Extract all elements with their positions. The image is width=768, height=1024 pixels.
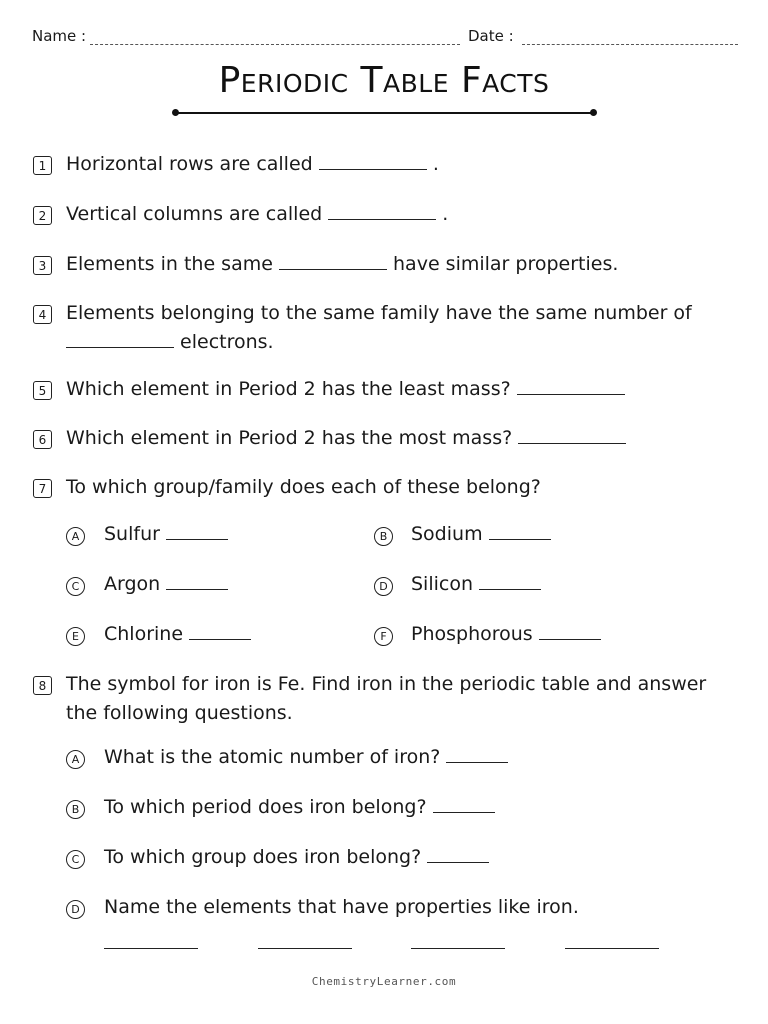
question-4-line-2	[66, 331, 274, 353]
answer-blank-8d-3[interactable]	[411, 948, 505, 949]
option-letter-f-icon: F	[374, 627, 393, 646]
page-title: Periodic Table Facts	[218, 60, 550, 101]
question-1	[66, 153, 439, 175]
q7-item-label: Phosphorous	[411, 623, 533, 645]
answer-blank-7d[interactable]	[479, 574, 541, 590]
question-5-text: Which element in Period 2 has the least mass?	[66, 378, 511, 400]
title-underline	[176, 112, 594, 114]
q7-item-phosphorous	[411, 623, 601, 645]
q8-item-d: Name the elements that have properties like iron.	[104, 896, 579, 918]
option-letter-b-icon: B	[374, 527, 393, 546]
answer-blank-8d-1[interactable]	[104, 948, 198, 949]
question-number-5: 5	[33, 381, 52, 400]
answer-blank-8b[interactable]	[433, 797, 495, 813]
question-2-period: .	[442, 203, 449, 225]
question-7-text: To which group/family does each of these belong?	[66, 476, 541, 498]
question-4-line-1: Elements belonging to the same family have the same number of	[66, 302, 692, 324]
option-letter-b-icon: B	[66, 800, 85, 819]
option-letter-c-icon: C	[66, 850, 85, 869]
answer-blank-8a[interactable]	[446, 747, 508, 763]
question-8-line-1: The symbol for iron is Fe. Find iron in the periodic table and answer	[66, 673, 707, 695]
question-2	[66, 203, 448, 225]
question-number-4: 4	[33, 305, 52, 324]
name-label: Name :	[32, 27, 87, 45]
q7-item-argon	[104, 573, 228, 595]
q8-item-label: What is the atomic number of iron?	[104, 746, 441, 768]
q7-item-label: Sulfur	[104, 523, 160, 545]
q8-item-label: To which group does iron belong?	[104, 846, 422, 868]
answer-blank-8c[interactable]	[427, 847, 489, 863]
question-1-period: .	[432, 153, 439, 175]
footer-site-name: ChemistryLearner.com	[311, 975, 457, 988]
answer-blank-4[interactable]	[66, 332, 174, 348]
answer-blank-7b[interactable]	[489, 524, 551, 540]
question-number-2: 2	[33, 206, 52, 225]
date-field[interactable]	[522, 44, 738, 45]
question-8-line-2: the following questions.	[66, 702, 293, 724]
option-letter-d-icon: D	[66, 900, 85, 919]
option-letter-c-icon: C	[66, 577, 85, 596]
answer-blank-6[interactable]	[518, 428, 626, 444]
q7-item-label: Argon	[104, 573, 161, 595]
question-1-text: Horizontal rows are called	[66, 153, 313, 175]
answer-blank-7e[interactable]	[189, 624, 251, 640]
q7-item-label: Silicon	[411, 573, 474, 595]
q8-item-b	[104, 796, 495, 818]
answer-blank-8d-4[interactable]	[565, 948, 659, 949]
question-number-8: 8	[33, 676, 52, 695]
question-number-6: 6	[33, 430, 52, 449]
q7-item-label: Chlorine	[104, 623, 184, 645]
answer-blank-5[interactable]	[517, 379, 625, 395]
question-3-text: Elements in the same	[66, 253, 273, 275]
q7-item-label: Sodium	[411, 523, 483, 545]
question-2-text: Vertical columns are called	[66, 203, 323, 225]
question-number-1: 1	[33, 156, 52, 175]
q7-item-sodium	[411, 523, 551, 545]
title-underline-dot-right	[590, 109, 597, 116]
title-underline-dot-left	[172, 109, 179, 116]
answer-blank-1[interactable]	[319, 154, 427, 170]
option-letter-d-icon: D	[374, 577, 393, 596]
q7-item-chlorine	[104, 623, 251, 645]
question-4-text-end: electrons.	[180, 331, 274, 353]
question-3	[66, 253, 618, 275]
q8-item-label: To which period does iron belong?	[104, 796, 427, 818]
answer-blank-7c[interactable]	[166, 574, 228, 590]
answer-blank-3[interactable]	[279, 254, 387, 270]
question-3-text-end: have similar properties.	[393, 253, 619, 275]
answer-blank-2[interactable]	[328, 204, 436, 220]
q8-item-c	[104, 846, 489, 868]
option-letter-a-icon: A	[66, 527, 85, 546]
question-number-7: 7	[33, 479, 52, 498]
option-letter-e-icon: E	[66, 627, 85, 646]
question-6	[66, 427, 626, 449]
option-letter-a-icon: A	[66, 750, 85, 769]
q7-item-sulfur	[104, 523, 228, 545]
q8-item-a	[104, 746, 508, 768]
question-5	[66, 378, 625, 400]
answer-blank-8d-2[interactable]	[258, 948, 352, 949]
answer-blank-7a[interactable]	[166, 524, 228, 540]
q7-item-silicon	[411, 573, 541, 595]
name-field[interactable]	[90, 44, 460, 45]
question-6-text: Which element in Period 2 has the most mass?	[66, 427, 513, 449]
question-number-3: 3	[33, 256, 52, 275]
date-label: Date :	[468, 27, 514, 45]
answer-blank-7f[interactable]	[539, 624, 601, 640]
